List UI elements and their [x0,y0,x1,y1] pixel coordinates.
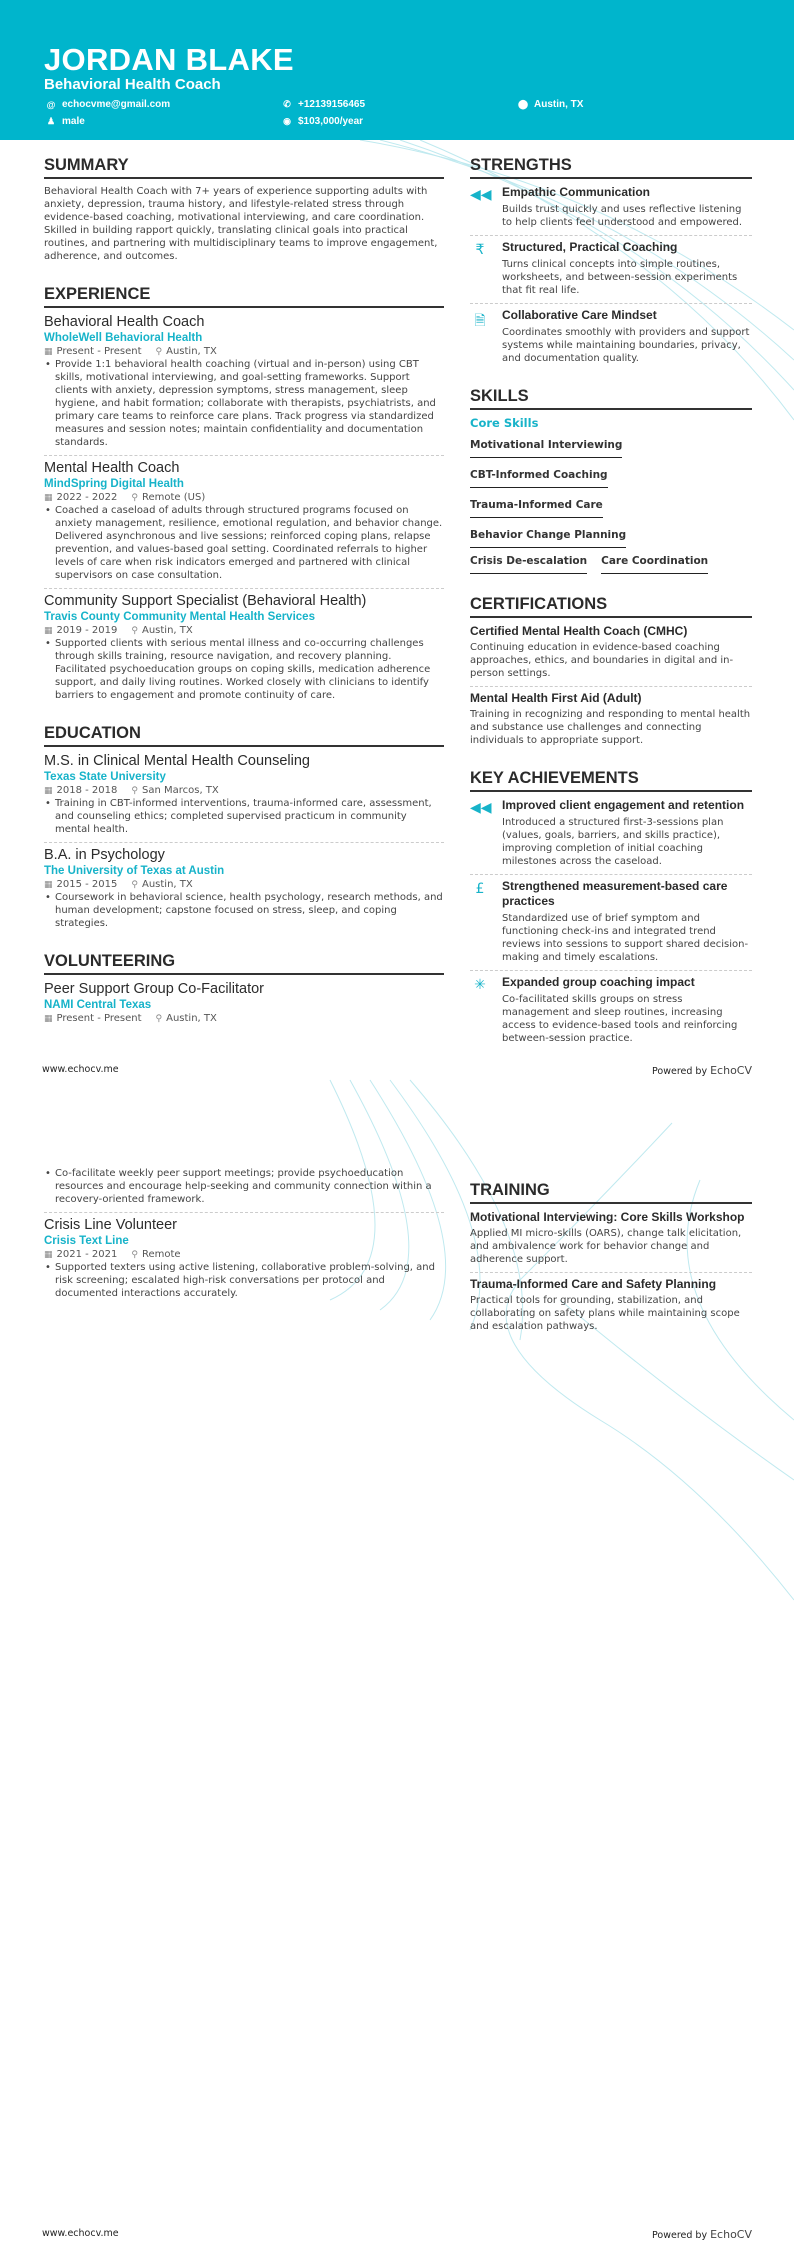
brand-link[interactable]: EchoCV [710,1064,752,1077]
footer-site-link[interactable]: www.echocv.me [42,1064,119,1075]
school: The University of Texas at Austin [44,865,225,877]
dates: Present - Present [56,346,142,357]
training-text: Applied MI micro-skills (OARS), change talk elicitation, and ambivalence work for behavior change and adherence support. [470,1228,742,1265]
location-pin-icon: ⚲ [131,1250,138,1260]
summary-heading: SUMMARY [44,156,444,179]
contact-location [518,99,583,110]
bullet: • Provide 1:1 behavioral health coaching (virtual and in-person) using CBT skills, motivational interviewing, and goal-setting frameworks. Support clients with anxiety, depression symptoms, stress management, sleep hygiene, and habit formation; collaborate with therapists, psychiatrists, and primary care teams to reinforce care plans. Track progress via standardized measures and session notes; maintain confidentiality and documentation standards. [44,358,444,449]
education-heading: EDUCATION [44,724,444,747]
dates: 2015 - 2015 [56,879,118,890]
contact-phone[interactable] [282,99,365,110]
location-pin-icon: ⚲ [155,1014,163,1024]
rewind-icon: ◀◀ [470,187,492,203]
bullet: • Coursework in behavioral science, health psychology, research methods, and human development; capstone focused on stress, sleep, and coping strategies. [44,891,444,930]
strength-item [470,308,752,365]
skill-tag: Crisis De-escalation [470,553,587,574]
contact-salary [282,116,363,127]
strength-text: Turns clinical concepts into simple routines, worksheets, and between-session experiments that fit real life. [502,259,738,296]
gender-text: male [62,116,85,127]
strength-title: Structured, Practical Coaching [502,240,678,254]
strength-title: Collaborative Care Mindset [502,308,657,322]
training-title: Motivational Interviewing: Core Skills Workshop [470,1210,745,1224]
location-pin-icon: ⚲ [131,786,138,796]
achievements-heading: KEY ACHIEVEMENTS [470,769,752,792]
job-title: Community Support Specialist (Behavioral Health) [44,593,367,609]
training-heading: TRAINING [470,1181,752,1204]
strength-item [470,185,752,229]
dates: 2022 - 2022 [56,492,118,503]
left-column-page2 [44,1167,444,1300]
strength-title: Empathic Communication [502,185,651,199]
bullet: • Supported texters using active listening, collaborative problem-solving, and risk screening; escalated high-risk conversations per protocol and documented interactions accurately. [44,1261,444,1300]
location-pin-icon: ⚲ [155,347,163,357]
experience-item [44,314,444,449]
resume-header [0,0,794,140]
location: Austin, TX [166,346,217,357]
achievement-text: Co-facilitated skills groups on stress management and sleep routines, increasing access to evidence-based tools and reinforcing between-session practice. [502,994,738,1044]
organization: NAMI Central Texas [44,999,152,1011]
powered-by-text: Powered by [652,1066,708,1077]
skill-tag: Trauma-Informed Care [470,497,603,518]
location-pin-icon: ⚲ [131,880,138,890]
skill-tag: Care Coordination [601,553,708,574]
degree: M.S. in Clinical Mental Health Counseling [44,753,310,769]
certification-text: Continuing education in evidence-based coaching approaches, ethics, and boundaries in digital and in-person settings. [470,642,734,679]
candidate-name: JORDAN BLAKE [44,42,294,77]
location-text: Austin, TX [534,99,584,110]
location: Austin, TX [141,625,193,636]
achievement-item [470,879,752,964]
education-item [44,753,444,836]
skill-tag: Motivational Interviewing [470,437,622,458]
degree: B.A. in Psychology [44,847,165,863]
job-title: Behavioral Health Coach [44,314,205,330]
calendar-icon: ▦ [44,493,53,503]
bullet: • Supported clients with serious mental illness and co-occurring challenges through skills training, resource navigation, and recovery planning. Facilitated psychoeducation groups on coping skills, medication adherence support, and daily living routines. Worked closely with clinicians to identify barriers to engagement and promote continuity of care. [44,637,444,702]
skill-tag: CBT-Informed Coaching [470,467,608,488]
email-text: echocvme@gmail.com [62,99,171,110]
bullet: • Co-facilitate weekly peer support meetings; provide psychoeducation resources and encourage help-seeking and community connection within a recovery-oriented framework. [44,1167,444,1206]
achievement-text: Standardized use of brief symptom and functioning check-ins and integrated trend reviews into sessions to support shared decision-making and timely escalations. [502,913,749,963]
training-title: Trauma-Informed Care and Safety Planning [470,1277,717,1291]
location-pin-icon: ⬤ [518,99,529,109]
powered-by-text: Powered by [652,2230,708,2241]
achievement-title: Expanded group coaching impact [502,975,695,989]
strength-item [470,240,752,297]
volunteering-heading: VOLUNTEERING [44,952,444,975]
experience-item [44,460,444,582]
candidate-title: Behavioral Health Coach [44,76,221,93]
location: Remote (US) [141,492,206,503]
bullet: • Coached a caseload of adults through structured programs focused on anxiety management, resilience, emotional regulation, and behavior change. Delivered asynchronous and live sessions; reinforced coping plans, relapse prevention, and values-based goal setting. Coordinated referrals to higher levels of care when risk indicators emerged and partnered with clinical supervisors on case consultation. [44,504,444,582]
footer-site-link[interactable]: www.echocv.me [42,2228,119,2239]
skills-group-label: Core Skills [470,416,539,430]
school: Texas State University [44,771,166,783]
contact-email[interactable] [46,99,170,110]
calendar-icon: ▦ [44,880,53,890]
company: WholeWell Behavioral Health [44,332,203,344]
skill-tag: Behavior Change Planning [470,527,626,548]
achievement-text: Introduced a structured first-3-sessions plan (values, goals, barriers, and skills practice), improving completion of initial coaching milestones across the caseload. [502,817,724,867]
dates: 2018 - 2018 [56,785,118,796]
pound-coin-icon: £ [475,881,485,897]
certification-text: Training in recognizing and responding to mental health and substance use challenges and connecting individuals to appropriate support. [470,709,751,746]
phone-icon: ✆ [283,99,291,109]
footer-powered [652,2228,752,2241]
experience-heading: EXPERIENCE [44,285,444,308]
strength-text: Builds trust quickly and uses reflective listening to help clients feel understood and empowered. [502,204,743,228]
calendar-icon: ▦ [44,1250,53,1260]
experience-item [44,593,444,702]
calendar-icon: ▦ [44,626,53,636]
rewind-icon: ◀◀ [470,800,492,816]
dates: Present - Present [56,1013,142,1024]
volunteer-role: Peer Support Group Co-Facilitator [44,981,265,997]
dates: 2019 - 2019 [56,625,118,636]
phone-text: +12139156465 [298,99,366,110]
education-item [44,847,444,930]
achievement-title: Strengthened measurement-based care practices [502,879,728,908]
footer-powered [652,1064,752,1077]
salary-text: $103,000/year [298,116,364,127]
volunteering-item [44,1217,444,1300]
bullet: • Training in CBT-informed interventions, trauma-informed care, assessment, and counseling ethics; completed supervised practicum in community mental health. [44,797,444,836]
person-icon: ♟ [46,116,56,126]
summary-text: Behavioral Health Coach with 7+ years of experience supporting adults with anxiety, depression, trauma history, and lifestyle-related stress through evidence-based coaching, motivational interviewing, and care coordination. Skilled in building rapport quickly, translating clinical goals into practical routines, and partnering with multidisciplinary teams to improve engagement, adherence, and outcomes. [44,186,438,262]
achievement-title: Improved client engagement and retention [502,798,745,812]
strengths-heading: STRENGTHS [470,156,752,179]
calendar-icon: ▦ [44,786,53,796]
location-pin-icon: ⚲ [131,493,138,503]
rupee-coin-icon: ₹ [475,242,485,258]
sparkle-off-icon: ✳ [474,977,486,993]
certifications-heading: CERTIFICATIONS [470,595,752,618]
certification-title: Certified Mental Health Coach (CMHC) [470,624,688,638]
job-title: Mental Health Coach [44,460,180,476]
company: MindSpring Digital Health [44,478,184,490]
calendar-icon: ▦ [44,347,53,357]
right-column-page2 [470,1181,752,1333]
calendar-icon: ▦ [44,1014,53,1024]
right-column-page1 [470,156,752,1045]
certification-title: Mental Health First Aid (Adult) [470,691,642,705]
company: Travis County Community Mental Health Services [44,611,315,623]
achievement-item [470,798,752,868]
skills-heading: SKILLS [470,387,752,410]
coin-icon: ◉ [283,116,291,126]
dates: 2021 - 2021 [56,1249,118,1260]
location: Austin, TX [141,879,193,890]
location: Austin, TX [166,1013,217,1024]
file-check-icon: 🗎 [474,313,486,329]
organization: Crisis Text Line [44,1235,129,1247]
location: San Marcos, TX [141,785,219,796]
at-icon: @ [46,99,56,110]
strength-text: Coordinates smoothly with providers and support systems while maintaining boundaries, privacy, and documentation quality. [502,327,750,364]
contact-gender [46,116,85,127]
location-pin-icon: ⚲ [131,626,138,636]
volunteer-role: Crisis Line Volunteer [44,1217,177,1233]
training-text: Practical tools for grounding, stabilization, and collaborating on safety plans while maintaining scope and escalation pathways. [470,1295,740,1332]
volunteering-item [44,981,444,1024]
achievement-item [470,975,752,1045]
brand-link[interactable]: EchoCV [710,2228,752,2241]
location: Remote [141,1249,181,1260]
left-column-page1 [44,156,444,1025]
